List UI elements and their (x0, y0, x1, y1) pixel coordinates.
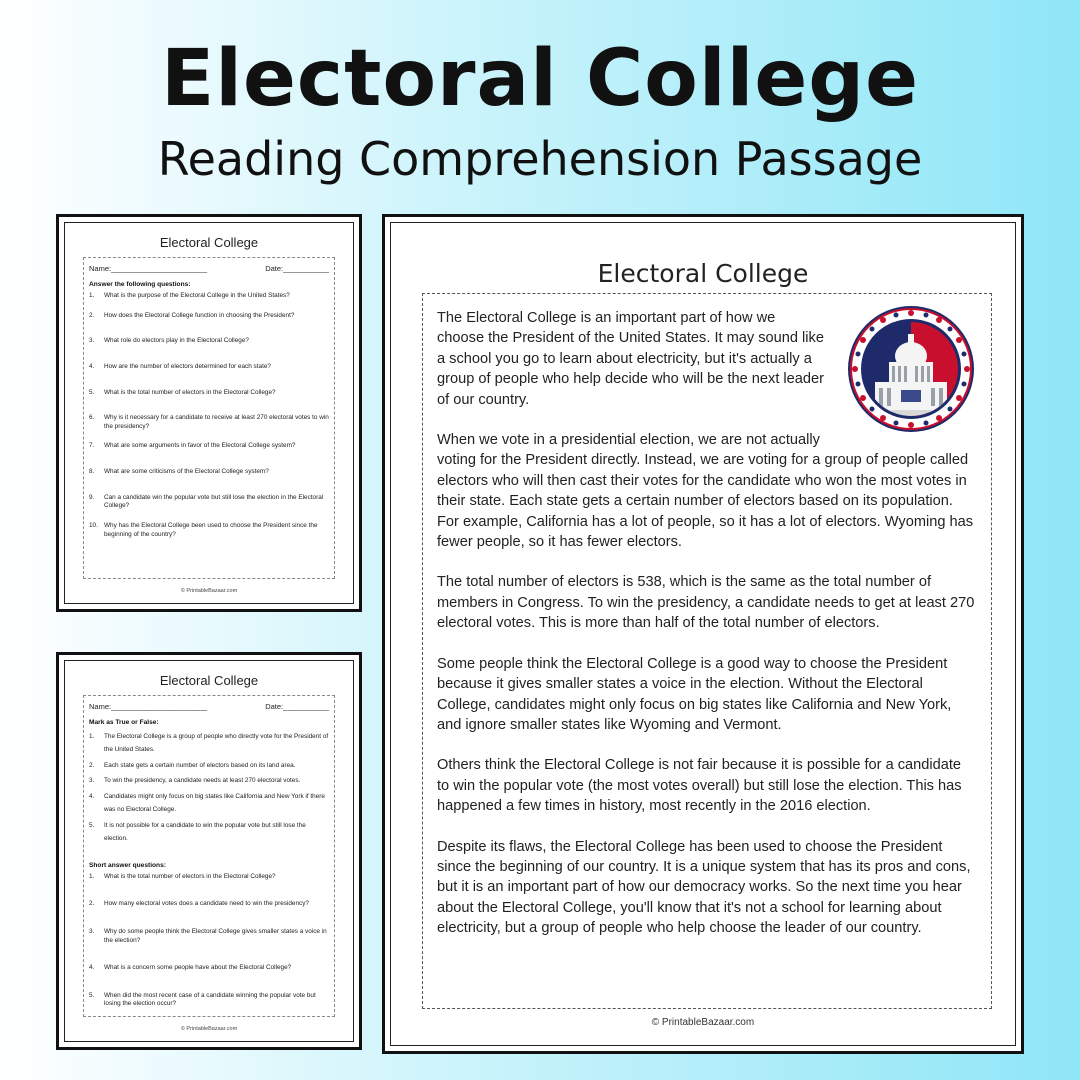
true-false-list (89, 730, 329, 846)
true-false-heading: Mark as True or False: (89, 719, 159, 726)
short-answer-list (89, 873, 329, 1009)
true-false-item: 5. It is not possible for a candidate to win the popular vote but still lose the election. (89, 821, 306, 843)
worksheet-questions (56, 214, 362, 612)
true-false-item: 2. Each state gets a certain number of electors based on its land area. (89, 761, 296, 769)
passage-paragraph: The total number of electors is 538, which is the same as the total number of members in Congress. To win the presidency, a candidate needs to get at least 270 electoral votes. This is more than half of the total number of electors. (437, 574, 975, 632)
worksheet-page (64, 222, 354, 604)
instructions: Answer the following questions: (89, 281, 191, 288)
name-label: Name:_______________________ (89, 702, 208, 711)
worksheet-footer: © PrintableBazaar.com (180, 588, 238, 594)
passage-footer: © PrintableBazaar.com (651, 1017, 755, 1028)
passage-paragraph: Despite its flaws, the Electoral College has been used to choose the President since the beginning of our country. It is a unique system that has its pros and cons, but it is an important part of how our democracy works. So the next time you hear about the Electoral College, you'll know that it's not a school for learning about electricity, but a group of people who help choose the leader of our country. (437, 838, 971, 937)
name-label: Name:_______________________ (89, 264, 208, 273)
worksheet-content-box (83, 257, 335, 579)
name-date-row (89, 702, 329, 711)
question-item: 9. Can a candidate win the popular vote but still lose the election in the Electoral College? (89, 493, 324, 510)
question-item: 7. What are some arguments in favor of the Electoral College system? (89, 442, 296, 450)
passage-page (390, 222, 1016, 1046)
question-item: 10. Why has the Electoral College been used to choose the President since the beginning of the country? (89, 522, 318, 538)
worksheet-true-false (56, 652, 362, 1050)
capitol-seal-icon (837, 304, 985, 434)
passage-paragraph: When we vote in a presidential election, we are not actually voting for the President directly. Instead, we are voting for a group of people called electors who will then cast their votes for the candidate who won the most votes in their state. Each state gets a certain number of electors based on its population. For example, California has a lot of people, so it has a lot of electors. Wyoming has fewer people, so it has fewer electors. (437, 432, 974, 551)
worksheet-title: Electoral College (159, 235, 259, 250)
question-item: 3. What role do electors play in the Electoral College? (89, 337, 249, 345)
short-answer-item: 2. How many electoral votes does a candidate need to win the presidency? (89, 900, 309, 908)
short-answer-item: 4. What is a concern some people have about the Electoral College? (89, 964, 292, 972)
question-item: 8. What are some criticisms of the Electoral College system? (89, 468, 269, 476)
question-item: 5. What is the total number of electors in the Electoral College? (89, 388, 276, 396)
page-title: Electoral College (161, 34, 919, 124)
true-false-item: 4. Candidates might only focus on big states like California and New York if there was no Electoral College. (89, 792, 325, 814)
question-list (89, 292, 329, 539)
worksheet-content-box (83, 695, 335, 1017)
true-false-item: 1. The Electoral College is a group of people who directly vote for the President of the United States. (89, 733, 329, 754)
question-item: 1. What is the purpose of the Electoral College in the United States? (89, 292, 290, 299)
worksheet-footer: © PrintableBazaar.com (180, 1026, 238, 1032)
passage-title: Electoral College (597, 259, 809, 288)
passage-content-box (422, 293, 992, 1009)
worksheet-title: Electoral College (159, 673, 259, 688)
passage-paragraph: Some people think the Electoral College is a good way to choose the President because it gives smaller states a voice in the election. Without the Electoral College, candidates might only focus on big states like California and New York, and ignore smaller states like Wyoming and Vermont. (437, 655, 952, 733)
date-label: Date:___________ (265, 264, 329, 273)
passage-sheet (382, 214, 1024, 1054)
question-item: 4. How are the number of electors determined for each state? (89, 362, 271, 370)
short-answer-item: 1. What is the total number of electors in the Electoral College? (89, 872, 276, 880)
page-subtitle: Reading Comprehension Passage (157, 132, 923, 186)
question-item: 2. How does the Electoral College function in choosing the President? (89, 311, 295, 319)
question-item: 6. Why is it necessary for a candidate to receive at least 270 electoral votes to win the presidency? (89, 414, 329, 430)
worksheet-page (64, 660, 354, 1042)
true-false-item: 3. To win the presidency, a candidate needs at least 270 electoral votes. (89, 777, 301, 785)
short-answer-item: 3. Why do some people think the Electoral College gives smaller states a voice in the election? (89, 927, 327, 944)
passage-paragraph: Others think the Electoral College is not fair because it is possible for a candidate to win the popular vote (the most votes overall) but still lose the election. This has happened a few times in history, most recently in the 2016 election. (437, 757, 962, 815)
short-answer-heading: Short answer questions: (89, 861, 166, 869)
short-answer-item: 5. When did the most recent case of a candidate winning the popular vote but losing the election occur? (89, 991, 316, 1008)
date-label: Date:___________ (265, 702, 329, 711)
passage-paragraph: The Electoral College is an important part of how we choose the President of the United States. It may sound like a school you go to learn about electricity, but it's actually a group of people who help decide who will be the next leader of our country. (437, 310, 824, 408)
name-date-row (89, 264, 329, 273)
